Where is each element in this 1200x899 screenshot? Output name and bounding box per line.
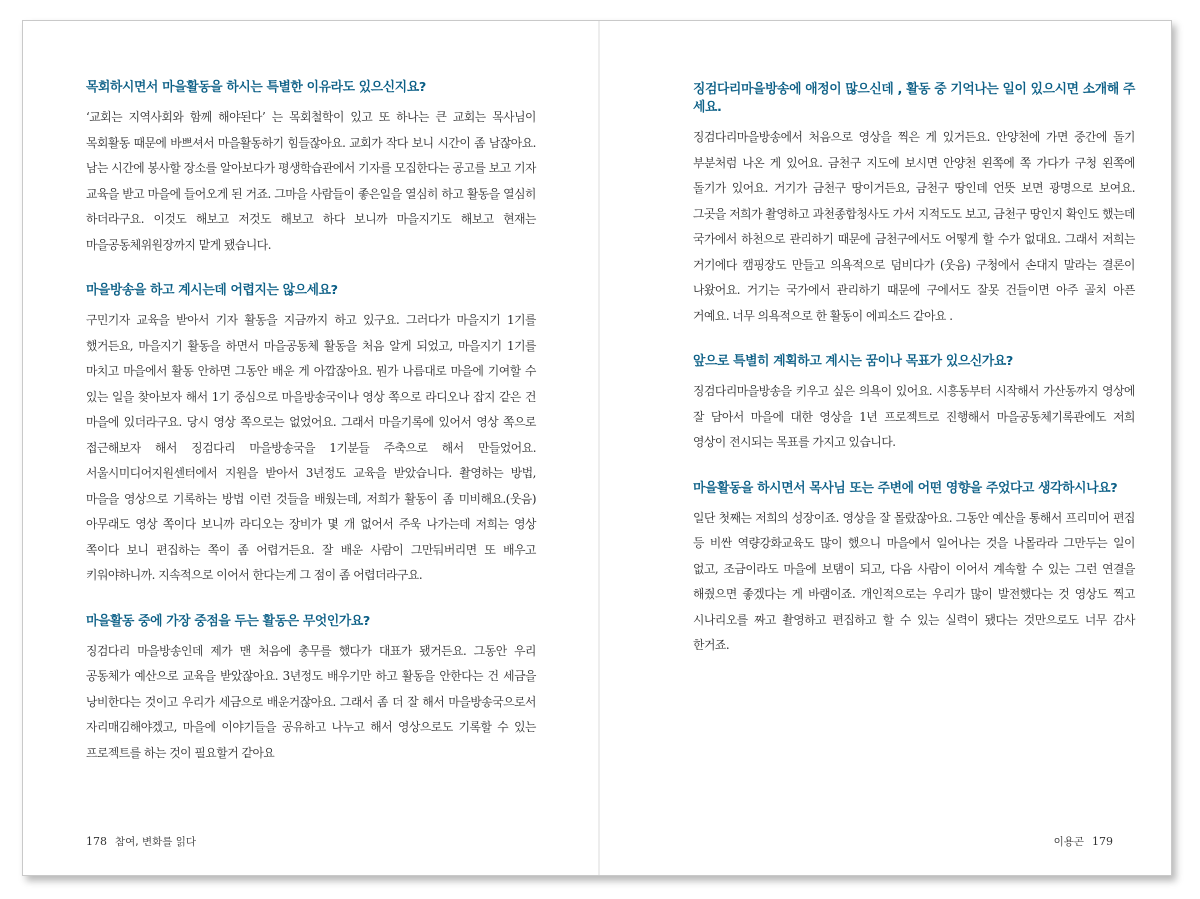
qa-section: [86, 613, 536, 767]
interview-answer: 징검다리마을방송을 키우고 싶은 의욕이 있어요. 시흥동부터 시작해서 가산동까지 영상에 잘 담아서 마을에 대한 영상을 1년 프로젝트로 진행해서 마을공동체기록관에도 저희 영상이 전시되는 목표를 가지고 있습니다.: [693, 384, 1135, 449]
page-number: 178: [86, 835, 107, 848]
interview-answer: ‘교회는 지역사회와 함께 해야된다’ 는 목회철학이 있고 또 하나는 큰 교회는 목사님이 목회활동 때문에 바쁘셔서 마을활동하기 힘들잖아요. 교회가 작다 보니 시간이 좀 남잖아요. 남는 시간에 봉사할 장소를 알아보다가 평생학습관에서 기자를 모집한다는 공고를 보고 기자 교육을 받고 마을에 들어오게 된 거죠. 그마을 사람들이 좋은일을 열심히 하고 활동을 열심히 하더라구요. 이것도 해보고 저것도 해보고 하다 보니까 마을지기도 해보고 현재는 마을공동체위원장까지 맡게 됐습니다.: [86, 110, 536, 252]
qa-section: [86, 79, 536, 258]
right-page-folio: [1054, 834, 1113, 849]
book-title: 참여, 변화를 읽다: [115, 836, 197, 848]
qa-section: [693, 353, 1135, 456]
interview-question: 마을활동 중에 가장 중점을 두는 활동은 무엇인가요?: [86, 613, 370, 629]
interview-question: 마을활동을 하시면서 목사님 또는 주변에 어떤 영향을 주었다고 생각하시나요?: [693, 480, 1118, 496]
interview-question: 목회하시면서 마을활동을 하시는 특별한 이유라도 있으신지요?: [86, 80, 426, 95]
interview-answer: 징검다리마을방송에서 처음으로 영상을 찍은 게 있거든요. 안양천에 가면 중간에 돌기 부분처럼 나온 게 있어요. 금천구 지도에 보시면 안양천 왼쪽에 쪽 가다가 구청 왼쪽에 돌기가 있어요. 거기가 금천구 땅이거든요, 금천구 땅인데 언뜻 보면 광명으로 보여요. 그곳을 저희가 촬영하고 과천종합청사도 가서 지적도도 보고, 금천구 땅인지 확인도 했는데 국가에서 하천으로 관리하기 때문에 금천구에서도 어떻게 할 수가 없대요. 그래서 저희는 거기에다 캠핑장도 만들고 의욕적으로 덤비다가 (웃음) 구청에서 손대지 말라는 결론이 나왔어요. 거기는 국가에서 관리하기 때문에 구에서도 잘못 건들이면 아주 골치 아픈 거예요. 너무 의욕적으로 한 활동이 에피소드 같아요 .: [693, 130, 1135, 323]
interview-question: 징검다리마을방송에 애정이 많으신데 , 활동 중 기억나는 일이 있으시면 소개해 주세요.: [693, 82, 1135, 115]
page-number: 179: [1092, 835, 1113, 848]
right-page-content: [693, 81, 1135, 683]
left-page: [86, 21, 536, 875]
qa-section: [693, 480, 1135, 659]
author-name: 이용곤: [1053, 836, 1084, 848]
left-page-folio: [86, 834, 196, 849]
interview-answer: 징검다리 마을방송인데 제가 맨 처음에 총무를 했다가 대표가 됐거든요. 그동안 우리 공동체가 예산으로 교육을 받았잖아요. 3년정도 배우기만 하고 활동을 안한다는 건 세금을 낭비한다는 것이고 우리가 세금으로 배운거잖아요. 그래서 좀 더 잘 해서 마을방송국으로서 자리매김해야겠고, 마을에 이야기들을 공유하고 나누고 해서 영상으로도 기록할 수 있는 프로젝트를 하는 것이 필요할거 같아요: [86, 643, 536, 760]
interview-answer: 구민기자 교육을 받아서 기자 활동을 지금까지 하고 있구요. 그러다가 마을지기 1기를 했거든요, 마을지기 활동을 하면서 마을공동체 활동을 처음 알게 되었고, 마을지기 1기를 마치고 마을에서 활동 안하면 그동안 배운 게 아깝잖아요. 뭔가 나름대로 마을에 기여할 수 있는 일을 찾아보자 해서 1기 중심으로 마을방송국이나 영상 쪽으로 라디오나 잡지 같은 건 마을에 있더라구요. 당시 영상 쪽으로는 없었어요. 그래서 마을기록에 있어서 영상 쪽으로 접근해보자 해서 징검다리 마을방송국을 1기분들 주축으로 해서 만들었어요. 서울시미디어지원센터에서 지원을 받아서 3년정도 교육을 받았습니다. 촬영하는 방법, 마을을 영상으로 기록하는 방법 이런 것들을 배웠는데, 저희가 활동이 좀 미비해요.(웃음) 아무래도 영상 쪽이다 보니까 라디오는 장비가 몇 개 없어서 주욱 나가는데 저희는 영상 쪽이다 보니 편집하는 쪽이 좀 어렵거든요. 잘 배운 사람이 그만둬버리면 또 배우고 키워야하니까. 지속적으로 이어서 한다는게 그 점이 좀 어렵더라구요.: [86, 313, 536, 582]
qa-section: [86, 282, 536, 589]
right-page: [693, 21, 1135, 875]
interview-question: 앞으로 특별히 계획하고 계시는 꿈이나 목표가 있으신가요?: [693, 354, 1013, 369]
book-spread: [22, 20, 1172, 876]
interview-question: 마을방송을 하고 계시는데 어렵지는 않으세요?: [86, 283, 338, 298]
left-page-content: [86, 79, 536, 790]
book-gutter: [598, 21, 600, 875]
qa-section: [693, 81, 1135, 329]
interview-answer: 일단 첫째는 저희의 성장이죠. 영상을 잘 몰랐잖아요. 그동안 예산을 통해서 프리미어 편집 등 비싼 역량강화교육도 많이 했으니 마을에서 일어나는 것을 나몰라라 그만두는 일이 없고, 조금이라도 마을에 보탬이 되고, 다음 사람이 이어서 계속할 수 있는 그런 연결을 해줬으면 좋겠다는 게 바램이죠. 개인적으로는 우리가 많이 발전했다는 것 영상도 찍고 시나리오를 짜고 촬영하고 편집하고 할 수 있는 실력이 됐다는 것만으로도 너무 감사 한거죠.: [693, 510, 1135, 652]
